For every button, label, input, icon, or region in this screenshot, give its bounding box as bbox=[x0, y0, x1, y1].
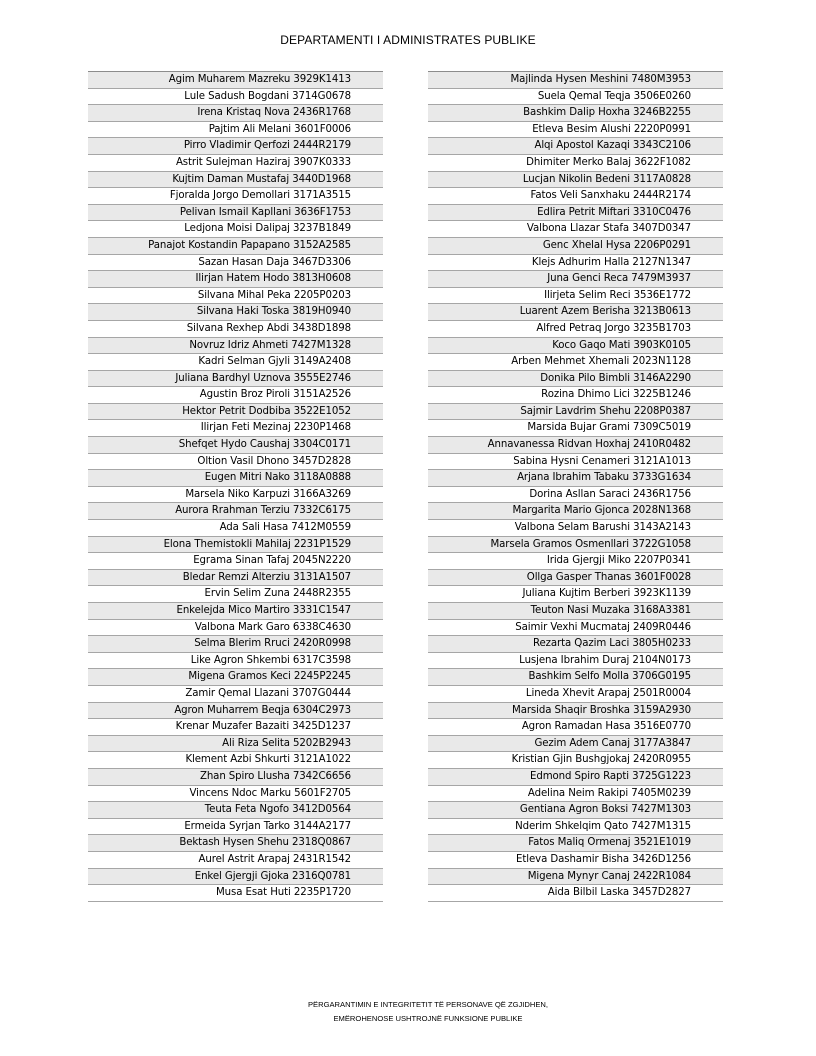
table-row: Donika Pilo Bimbli 3146A2290 bbox=[428, 371, 723, 388]
table-row: Vincens Ndoc Marku 5601F2705 bbox=[88, 786, 383, 803]
table-row: Edlira Petrit Miftari 3310C0476 bbox=[428, 205, 723, 222]
table-row: Lusjena Ibrahim Duraj 2104N0173 bbox=[428, 653, 723, 670]
table-row: Musa Esat Huti 2235P1720 bbox=[88, 885, 383, 902]
table-row: Teuta Feta Ngofo 3412D0564 bbox=[88, 802, 383, 819]
table-row: Aurora Rrahman Terziu 7332C6175 bbox=[88, 503, 383, 520]
table-row: Juliana Bardhyl Uznova 3555E2746 bbox=[88, 371, 383, 388]
table-row: Marsela Gramos Osmenllari 3722G1058 bbox=[428, 537, 723, 554]
table-row: Novruz Idriz Ahmeti 7427M1328 bbox=[88, 338, 383, 355]
table-row: Dorina Asllan Saraci 2436R1756 bbox=[428, 487, 723, 504]
table-row: Bektash Hysen Shehu 2318Q0867 bbox=[88, 835, 383, 852]
table-row: Egrama Sinan Tafaj 2045N2220 bbox=[88, 553, 383, 570]
table-row: Silvana Mihal Peka 2205P0203 bbox=[88, 288, 383, 305]
table-row: Silvana Rexhep Abdi 3438D1898 bbox=[88, 321, 383, 338]
table-row: Ilirjeta Selim Reci 3536E1772 bbox=[428, 288, 723, 305]
table-row: Lule Sadush Bogdani 3714G0678 bbox=[88, 89, 383, 106]
footer-line-1: PËRGARANTIMIN E INTEGRITETIT TË PERSONAVE QË ZGJIDHEN, bbox=[307, 1000, 549, 1009]
table-row: Sazan Hasan Daja 3467D3306 bbox=[88, 255, 383, 272]
table-row: Ali Riza Selita 5202B2943 bbox=[88, 736, 383, 753]
table-row: Dhimiter Merko Balaj 3622F1082 bbox=[428, 155, 723, 172]
table-row: Nderim Shkelqim Qato 7427M1315 bbox=[428, 819, 723, 836]
table-row: Agim Muharem Mazreku 3929K1413 bbox=[88, 72, 383, 89]
table-row: Teuton Nasi Muzaka 3168A3381 bbox=[428, 603, 723, 620]
table-row: Enkelejda Mico Martiro 3331C1547 bbox=[88, 603, 383, 620]
table-row: Etleva Dashamir Bisha 3426D1256 bbox=[428, 852, 723, 869]
table-row: Ledjona Moisi Dalipaj 3237B1849 bbox=[88, 221, 383, 238]
footer-line-2: EMËROHENOSE USHTROJNË FUNKSIONE PUBLIKE bbox=[333, 1014, 523, 1023]
table-row: Pajtim Ali Melani 3601F0006 bbox=[88, 122, 383, 139]
table-row: Arjana Ibrahim Tabaku 3733G1634 bbox=[428, 470, 723, 487]
table-row: Margarita Mario Gjonca 2028N1368 bbox=[428, 503, 723, 520]
table-row: Elona Themistokli Mahilaj 2231P1529 bbox=[88, 537, 383, 554]
table-row: Ollga Gasper Thanas 3601F0028 bbox=[428, 570, 723, 587]
table-row: Ilirjan Hatem Hodo 3813H0608 bbox=[88, 271, 383, 288]
table-row: Migena Mynyr Canaj 2422R1084 bbox=[428, 869, 723, 886]
table-row: Luarent Azem Berisha 3213B0613 bbox=[428, 304, 723, 321]
table-row: Etleva Besim Alushi 2220P0991 bbox=[428, 122, 723, 139]
table-row: Klejs Adhurim Halla 2127N1347 bbox=[428, 255, 723, 272]
page-title: DEPARTAMENTI I ADMINISTRATES PUBLIKE bbox=[280, 33, 536, 47]
table-row: Majlinda Hysen Meshini 7480M3953 bbox=[428, 72, 723, 89]
table-row: Edmond Spiro Rapti 3725G1223 bbox=[428, 769, 723, 786]
table-row: Kadri Selman Gjyli 3149A2408 bbox=[88, 354, 383, 371]
table-row: Lucjan Nikolin Bedeni 3117A0828 bbox=[428, 172, 723, 189]
table-row: Ilirjan Feti Mezinaj 2230P1468 bbox=[88, 420, 383, 437]
table-row: Lineda Xhevit Arapaj 2501R0004 bbox=[428, 686, 723, 703]
table-row: Kristian Gjin Bushgjokaj 2420R0955 bbox=[428, 752, 723, 769]
table-row: Genc Xhelal Hysa 2206P0291 bbox=[428, 238, 723, 255]
left-name-column bbox=[88, 71, 383, 902]
table-row: Migena Gramos Keci 2245P2245 bbox=[88, 669, 383, 686]
table-row: Valbona Selam Barushi 3143A2143 bbox=[428, 520, 723, 537]
table-row: Enkel Gjergji Gjoka 2316Q0781 bbox=[88, 869, 383, 886]
right-name-column bbox=[428, 71, 723, 902]
table-row: Silvana Haki Toska 3819H0940 bbox=[88, 304, 383, 321]
table-row: Kujtim Daman Mustafaj 3440D1968 bbox=[88, 172, 383, 189]
table-row: Bashkim Selfo Molla 3706G0195 bbox=[428, 669, 723, 686]
table-row: Fjoralda Jorgo Demollari 3171A3515 bbox=[88, 188, 383, 205]
table-row: Astrit Sulejman Haziraj 3907K0333 bbox=[88, 155, 383, 172]
table-row: Irena Kristaq Nova 2436R1768 bbox=[88, 105, 383, 122]
table-row: Agron Muharrem Beqja 6304C2973 bbox=[88, 703, 383, 720]
table-row: Klement Azbi Shkurti 3121A1022 bbox=[88, 752, 383, 769]
table-row: Aida Bilbil Laska 3457D2827 bbox=[428, 885, 723, 902]
table-row: Bashkim Dalip Hoxha 3246B2255 bbox=[428, 105, 723, 122]
table-row: Marsida Bujar Grami 7309C5019 bbox=[428, 420, 723, 437]
table-row: Juna Genci Reca 7479M3937 bbox=[428, 271, 723, 288]
table-row: Selma Blerim Rruci 2420R0998 bbox=[88, 636, 383, 653]
table-row: Panajot Kostandin Papapano 3152A2585 bbox=[88, 238, 383, 255]
table-row: Alfred Petraq Jorgo 3235B1703 bbox=[428, 321, 723, 338]
table-row: Zamir Qemal Llazani 3707G0444 bbox=[88, 686, 383, 703]
table-row: Zhan Spiro Llusha 7342C6656 bbox=[88, 769, 383, 786]
table-row: Valbona Mark Garo 6338C4630 bbox=[88, 620, 383, 637]
table-row: Oltion Vasil Dhono 3457D2828 bbox=[88, 454, 383, 471]
table-row: Fatos Maliq Ormenaj 3521E1019 bbox=[428, 835, 723, 852]
table-row: Irida Gjergji Miko 2207P0341 bbox=[428, 553, 723, 570]
table-row: Like Agron Shkembi 6317C3598 bbox=[88, 653, 383, 670]
table-row: Hektor Petrit Dodbiba 3522E1052 bbox=[88, 404, 383, 421]
table-row: Pirro Vladimir Qerfozi 2444R2179 bbox=[88, 138, 383, 155]
page-footer bbox=[0, 998, 816, 1026]
table-row: Eugen Mitri Nako 3118A0888 bbox=[88, 470, 383, 487]
table-row: Ervin Selim Zuna 2448R2355 bbox=[88, 586, 383, 603]
table-row: Krenar Muzafer Bazaiti 3425D1237 bbox=[88, 719, 383, 736]
table-row: Marsida Shaqir Broshka 3159A2930 bbox=[428, 703, 723, 720]
table-row: Sabina Hysni Cenameri 3121A1013 bbox=[428, 454, 723, 471]
table-row: Sajmir Lavdrim Shehu 2208P0387 bbox=[428, 404, 723, 421]
table-row: Alqi Apostol Kazaqi 3343C2106 bbox=[428, 138, 723, 155]
table-row: Gentiana Agron Boksi 7427M1303 bbox=[428, 802, 723, 819]
table-row: Arben Mehmet Xhemali 2023N1128 bbox=[428, 354, 723, 371]
table-row: Suela Qemal Teqja 3506E0260 bbox=[428, 89, 723, 106]
table-row: Juliana Kujtim Berberi 3923K1139 bbox=[428, 586, 723, 603]
table-row: Rezarta Qazim Laci 3805H0233 bbox=[428, 636, 723, 653]
table-row: Pelivan Ismail Kapllani 3636F1753 bbox=[88, 205, 383, 222]
table-row: Ada Sali Hasa 7412M0559 bbox=[88, 520, 383, 537]
table-row: Agron Ramadan Hasa 3516E0770 bbox=[428, 719, 723, 736]
table-row: Ermeida Syrjan Tarko 3144A2177 bbox=[88, 819, 383, 836]
table-row: Koco Gaqo Mati 3903K0105 bbox=[428, 338, 723, 355]
table-row: Fatos Veli Sanxhaku 2444R2174 bbox=[428, 188, 723, 205]
table-row: Aurel Astrit Arapaj 2431R1542 bbox=[88, 852, 383, 869]
table-row: Adelina Neim Rakipi 7405M0239 bbox=[428, 786, 723, 803]
table-row: Bledar Remzi Alterziu 3131A1507 bbox=[88, 570, 383, 587]
table-row: Agustin Broz Piroli 3151A2526 bbox=[88, 387, 383, 404]
table-row: Shefqet Hydo Caushaj 3304C0171 bbox=[88, 437, 383, 454]
table-row: Rozina Dhimo Lici 3225B1246 bbox=[428, 387, 723, 404]
table-row: Saimir Vexhi Mucmataj 2409R0446 bbox=[428, 620, 723, 637]
table-row: Annavanessa Ridvan Hoxhaj 2410R0482 bbox=[428, 437, 723, 454]
table-row: Gezim Adem Canaj 3177A3847 bbox=[428, 736, 723, 753]
table-row: Valbona Llazar Stafa 3407D0347 bbox=[428, 221, 723, 238]
table-row: Marsela Niko Karpuzi 3166A3269 bbox=[88, 487, 383, 504]
